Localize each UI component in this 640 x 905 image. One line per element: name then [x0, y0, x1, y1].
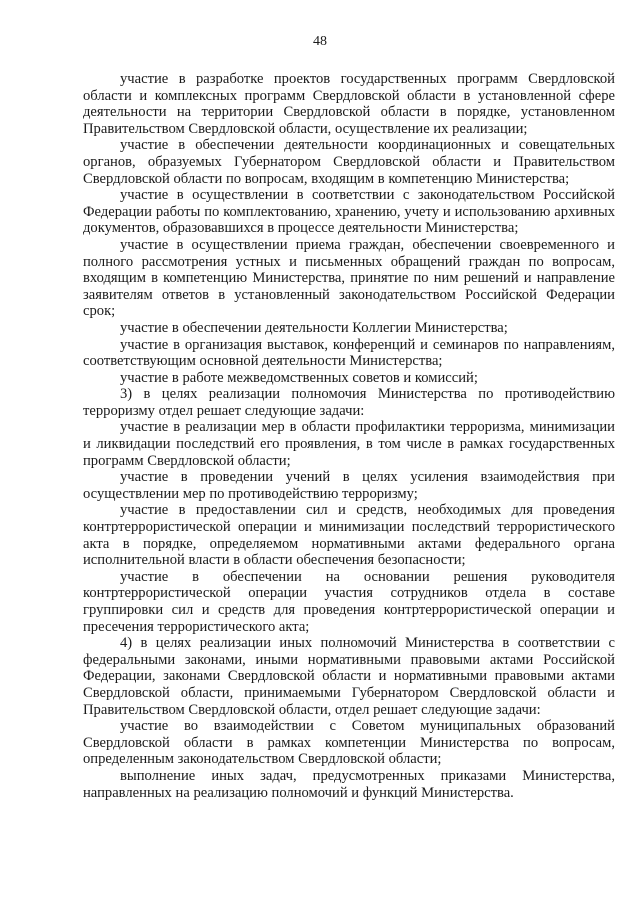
paragraph: выполнение иных задач, предусмотренных приказами Министерства, направленных на реализацию полномочий и функций Министерства. — [83, 767, 615, 801]
paragraph: участие во взаимодействии с Советом муниципальных образований Свердловской области в рамках компетенции Министерства по вопросам, определенным законодательством Свердловской области; — [83, 718, 615, 768]
paragraph: участие в осуществлении в соответствии с законодательством Российской Федерации работы по комплектованию, хранению, учету и использованию архивных документов, образовавшихся в процессе деятельности Министерства; — [83, 187, 615, 237]
numbered-paragraph: 4) в целях реализации иных полномочий Министерства в соответствии с федеральными законами, иными нормативными правовыми актами Российской Федерации, законами Свердловской области и нормативными правовыми актами Свердловской области, принимаемыми Губернатором Свердловской области и Правительством Свердловской области, отдел решает следующие задачи: — [83, 635, 615, 718]
page-number: 48 — [313, 34, 327, 49]
paragraph: участие в осуществлении приема граждан, обеспечении своевременного и полного рассмотрения устных и письменных обращений граждан по вопросам, входящим в компетенцию Министерства, принятие по ним решений и направление заявителям ответов в установленный законодательством Российской Федерации срок; — [83, 236, 615, 320]
paragraph: участие в разработке проектов государственных программ Свердловской области и комплексных программ Свердловской области в установленной сфере деятельности на территории Свердловской области в порядке, установленном Правительством Свердловской области, осуществление их реализации; — [83, 71, 615, 137]
paragraph: участие в обеспечении на основании решения руководителя контртеррористической операции участия сотрудников отдела в составе группировки сил и средств для проведения контртеррористической операции и пресечения террористического акта; — [83, 568, 615, 635]
paragraph: участие в реализации мер в области профилактики терроризма, минимизации и ликвидации последствий его проявления, в том числе в рамках государственных программ Свердловской области; — [83, 419, 615, 469]
paragraph: участие в организация выставок, конференций и семинаров по направлениям, соответствующим основной деятельности Министерства; — [83, 336, 615, 370]
numbered-paragraph: 3) в целях реализации полномочия Министерства по противодействию терроризму отдел решает следующие задачи: — [83, 386, 615, 419]
paragraph: участие в проведении учений в целях усиления взаимодействия при осуществлении мер по противодействию терроризму; — [83, 469, 615, 502]
paragraph: участие в обеспечении деятельности Коллегии Министерства; — [120, 319, 508, 336]
paragraph: участие в работе межведомственных советов и комиссий; — [120, 369, 478, 386]
paragraph: участие в обеспечении деятельности координационных и совещательных органов, образуемых Губернатором Свердловской области и Правительством Свердловской области по вопросам, входящим в компетенцию Министерства; — [83, 137, 615, 187]
paragraph: участие в предоставлении сил и средств, необходимых для проведения контртеррористической операции и минимизации последствий террористического акта в порядке, определяемом нормативными актами федерального органа исполнительной власти в области обеспечения безопасности; — [83, 502, 615, 569]
document-body — [83, 71, 615, 801]
